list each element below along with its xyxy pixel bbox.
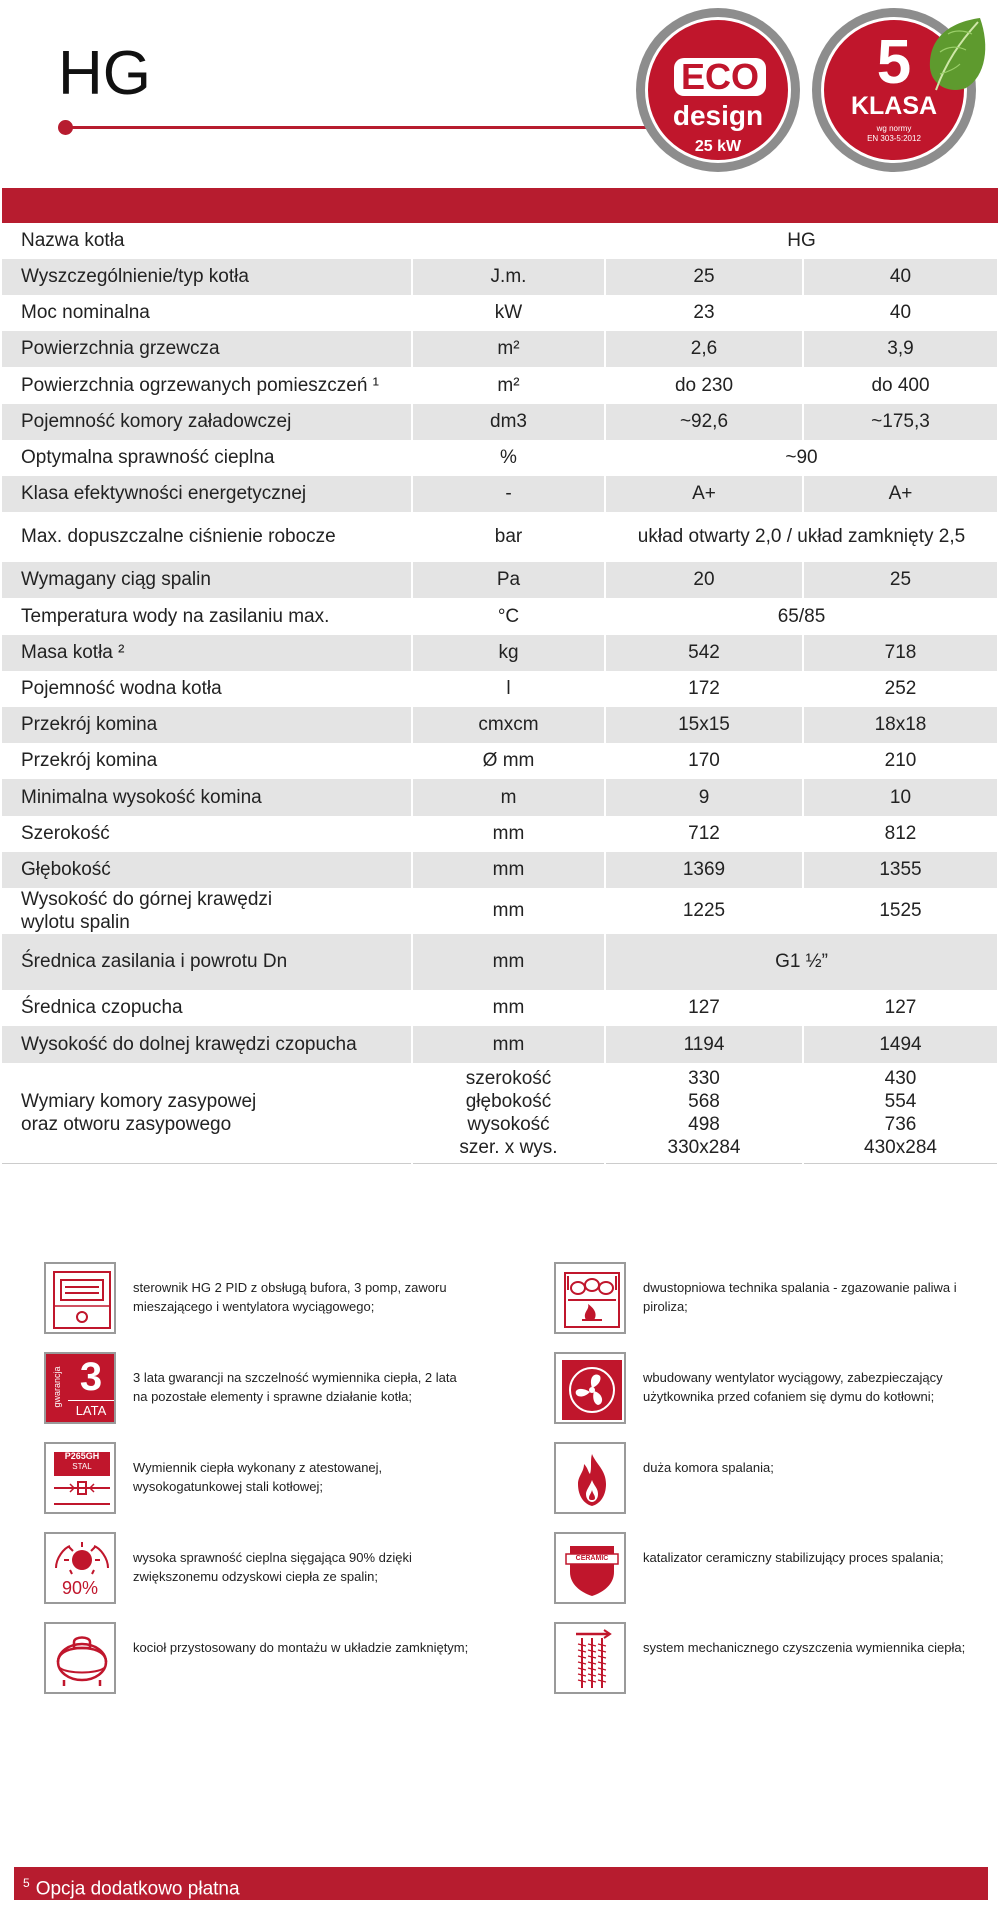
flame-icon <box>554 1442 626 1514</box>
row-unit: m² <box>412 367 605 404</box>
chamber-v2 <box>803 1063 998 1163</box>
table-row <box>2 816 998 852</box>
row-unit: J.m. <box>412 259 605 295</box>
row-unit: kW <box>412 295 605 331</box>
row-value-40: 25 <box>803 562 998 598</box>
feature-item <box>44 1532 474 1608</box>
chamber-label-1: Wymiary komory zasypowej <box>21 1090 257 1112</box>
row-unit <box>412 223 605 259</box>
row-value-40: 40 <box>803 259 998 295</box>
row-unit: Pa <box>412 562 605 598</box>
chamber-v1 <box>605 1063 803 1163</box>
table-row <box>2 331 998 367</box>
row-value-40: 40 <box>803 295 998 331</box>
row-unit: mm <box>412 852 605 888</box>
eco-design-badge <box>636 8 800 172</box>
table-row <box>2 259 998 295</box>
feature-text: wysoka sprawność cieplna sięgająca 90% dzięki zwiększonemu odzyskowi ciepła ze spalin; <box>133 1550 412 1584</box>
efficiency-icon <box>44 1532 116 1604</box>
feature-text: wbudowany wentylator wyciągowy, zabezpieczający użytkownika przed cofaniem się dymu do kotłowni; <box>643 1370 943 1404</box>
row-label: Nazwa kotła <box>2 223 412 259</box>
chamber-value: głębokość <box>465 1090 552 1112</box>
eco-design-label: design <box>672 100 764 131</box>
class-norm-line2: EN 303-5:2012 <box>867 134 921 143</box>
row-value: 65/85 <box>605 598 998 635</box>
fan-icon <box>554 1352 626 1424</box>
controller-icon <box>44 1262 116 1334</box>
row-value-25: 20 <box>605 562 803 598</box>
row-label: Przekrój komina <box>2 707 412 743</box>
row-label: Pojemność wodna kotła <box>2 671 412 707</box>
chamber-value: 330x284 <box>667 1136 741 1158</box>
table-row <box>2 934 998 990</box>
row-label: Wymagany ciąg spalin <box>2 562 412 598</box>
eco-label: ECO <box>674 58 766 96</box>
warranty-years: LATA <box>68 1400 114 1418</box>
table-row <box>2 440 998 476</box>
row-value-25: 170 <box>605 743 803 779</box>
chamber-value: szerokość <box>465 1067 552 1089</box>
feature-item <box>44 1352 474 1428</box>
row-unit: l <box>412 671 605 707</box>
row-value-40: 252 <box>803 671 998 707</box>
row-label: Klasa efektywności energetycznej <box>2 476 412 512</box>
efficiency-value: 90% <box>61 1578 99 1598</box>
row-label: Temperatura wody na zasilaniu max. <box>2 598 412 635</box>
row-label: Max. dopuszczalne ciśnienie robocze <box>2 512 412 562</box>
cleaning-icon <box>554 1622 626 1694</box>
table-row <box>2 990 998 1026</box>
table-row <box>2 1063 998 1163</box>
row-value-40: 18x18 <box>803 707 998 743</box>
chamber-value: wysokość <box>467 1113 550 1135</box>
row-value-40: 3,9 <box>803 331 998 367</box>
row-value: G1 ½” <box>605 934 998 990</box>
chamber-value: 430x284 <box>864 1136 937 1158</box>
table-row <box>2 743 998 779</box>
chamber-value: 554 <box>884 1090 917 1112</box>
table-row <box>2 635 998 671</box>
title-underline <box>66 126 656 129</box>
footer-note <box>14 1867 988 1900</box>
row-unit: dm3 <box>412 404 605 440</box>
class-label: KLASA <box>850 92 938 120</box>
row-value-25: 127 <box>605 990 803 1026</box>
chamber-value: szer. x wys. <box>459 1136 558 1158</box>
table-row <box>2 512 998 562</box>
feature-item <box>44 1262 474 1338</box>
row-value-25: ~92,6 <box>605 404 803 440</box>
row-label: Średnica zasilania i powrotu Dn <box>2 934 412 990</box>
chamber-value: 330 <box>688 1067 720 1089</box>
row-value-25: 2,6 <box>605 331 803 367</box>
eco-power-label: 25 kW <box>694 138 742 155</box>
row-label: Głębokość <box>2 852 412 888</box>
row-label: Moc nominalna <box>2 295 412 331</box>
row-value-40: 1355 <box>803 852 998 888</box>
row-value-40: 210 <box>803 743 998 779</box>
class-number: 5 <box>876 28 912 97</box>
row-label: Pojemność komory załadowczej <box>2 404 412 440</box>
gasification-icon <box>554 1262 626 1334</box>
feature-text: kocioł przystosowany do montażu w układzie zamkniętym; <box>133 1640 469 1655</box>
table-row <box>2 598 998 635</box>
row-label: Minimalna wysokość komina <box>2 779 412 816</box>
class-norm <box>824 124 964 144</box>
table-row <box>2 562 998 598</box>
row-value-25: 25 <box>605 259 803 295</box>
table-row <box>2 367 998 404</box>
row-value-25: 1369 <box>605 852 803 888</box>
chamber-units <box>412 1063 605 1163</box>
page-title: HG <box>58 39 151 108</box>
row-value-25: 1225 <box>605 888 803 934</box>
chamber-value: 568 <box>688 1090 720 1112</box>
row-unit: Ø mm <box>412 743 605 779</box>
row-value: układ otwarty 2,0 / układ zamknięty 2,5 <box>605 512 998 562</box>
row-label: Masa kotła ² <box>2 635 412 671</box>
row-value-25: 23 <box>605 295 803 331</box>
row-value-40: 1525 <box>803 888 998 934</box>
chamber-value: 430 <box>884 1067 917 1089</box>
row-value-25: 1194 <box>605 1026 803 1063</box>
table-row <box>2 888 998 934</box>
row-unit: mm <box>412 990 605 1026</box>
row-unit: mm <box>412 934 605 990</box>
row-value: ~90 <box>605 440 998 476</box>
row-unit: kg <box>412 635 605 671</box>
row-value: HG <box>605 223 998 259</box>
feature-text: system mechanicznego czyszczenia wymiennika ciepła; <box>643 1640 966 1655</box>
table-header-bar <box>2 188 998 223</box>
row-value-25: do 230 <box>605 367 803 404</box>
chamber-label-2: oraz otworu zasypowego <box>21 1113 232 1135</box>
row-unit: m <box>412 779 605 816</box>
feature-item <box>554 1442 984 1518</box>
table-row <box>2 295 998 331</box>
table-row <box>2 476 998 512</box>
feature-item <box>554 1622 984 1698</box>
row-value-25: 712 <box>605 816 803 852</box>
feature-text: sterownik HG 2 PID z obsługą bufora, 3 pomp, zaworu mieszającego i wentylatora wyciągowego; <box>133 1280 447 1314</box>
feature-text: Wymiennik ciepła wykonany z atestowanej, wysokogatunkowej stali kotłowej; <box>133 1460 383 1494</box>
row-unit: mm <box>412 816 605 852</box>
table-row <box>2 1026 998 1063</box>
table-row <box>2 707 998 743</box>
feature-item <box>554 1262 984 1338</box>
closed-system-icon <box>44 1622 116 1694</box>
steel-label: STAL <box>72 1462 92 1471</box>
row-unit: cmxcm <box>412 707 605 743</box>
feature-text: duża komora spalania; <box>643 1460 774 1475</box>
row-label: Powierzchnia ogrzewanych pomieszczeń ¹ <box>2 367 412 404</box>
table-row <box>2 671 998 707</box>
row-unit: % <box>412 440 605 476</box>
row-unit: °C <box>412 598 605 635</box>
feature-item <box>44 1442 474 1518</box>
warranty-icon <box>44 1352 116 1424</box>
row-value-25: 172 <box>605 671 803 707</box>
ceramic-icon <box>554 1532 626 1604</box>
row-label: Średnica czopucha <box>2 990 412 1026</box>
ceramic-label: CERAMIC <box>575 1555 609 1562</box>
footer-superscript: 5 <box>23 1876 30 1890</box>
row-value-25: A+ <box>605 476 803 512</box>
row-unit: mm <box>412 1026 605 1063</box>
row-label: Przekrój komina <box>2 743 412 779</box>
table-row <box>2 779 998 816</box>
row-value-40: 10 <box>803 779 998 816</box>
table-row <box>2 852 998 888</box>
feature-item <box>44 1622 474 1698</box>
row-value-25: 9 <box>605 779 803 816</box>
steel-icon <box>44 1442 116 1514</box>
row-unit: bar <box>412 512 605 562</box>
row-label: Powierzchnia grzewcza <box>2 331 412 367</box>
feature-text: 3 lata gwarancji na szczelność wymiennika ciepła, 2 lata na pozostałe elementy i sprawne działanie kotła; <box>133 1370 457 1404</box>
title-dot <box>58 120 73 135</box>
row-value-40: 718 <box>803 635 998 671</box>
row-label: Wyszczególnienie/typ kotła <box>2 259 412 295</box>
row-label: Szerokość <box>2 816 412 852</box>
warranty-side-label: gwarancja <box>52 1366 62 1408</box>
class-norm-line1: wg normy <box>876 124 912 133</box>
row-label: Wysokość do dolnej krawędzi czopucha <box>2 1026 412 1063</box>
row-value-40: 812 <box>803 816 998 852</box>
class-5-badge <box>812 8 976 172</box>
row-value-25: 15x15 <box>605 707 803 743</box>
chamber-value: 498 <box>688 1113 720 1135</box>
row-label: Wysokość do górnej krawędzi wylotu spalin <box>2 888 412 934</box>
row-label: Optymalna sprawność cieplna <box>2 440 412 476</box>
feature-item <box>554 1532 984 1608</box>
table-row <box>2 223 998 259</box>
row-unit: m² <box>412 331 605 367</box>
row-value-40: 1494 <box>803 1026 998 1063</box>
row-value-40: ~175,3 <box>803 404 998 440</box>
feature-text: dwustopniowa technika spalania - zgazowanie paliwa i piroliza; <box>643 1280 957 1314</box>
chamber-value: 736 <box>884 1113 917 1135</box>
row-label <box>2 1063 412 1163</box>
table-row <box>2 404 998 440</box>
row-value-40: 127 <box>803 990 998 1026</box>
feature-text: katalizator ceramiczny stabilizujący proces spalania; <box>643 1550 944 1565</box>
row-value-40: A+ <box>803 476 998 512</box>
row-value-25: 542 <box>605 635 803 671</box>
warranty-number: 3 <box>79 1355 103 1399</box>
footer-text: Opcja dodatkowo płatna <box>35 1878 240 1900</box>
row-value-40: do 400 <box>803 367 998 404</box>
row-unit: mm <box>412 888 605 934</box>
steel-grade: P265GH <box>64 1451 100 1461</box>
feature-item <box>554 1352 984 1428</box>
spec-table <box>2 223 999 1164</box>
row-unit: - <box>412 476 605 512</box>
leaf-icon <box>920 16 992 96</box>
